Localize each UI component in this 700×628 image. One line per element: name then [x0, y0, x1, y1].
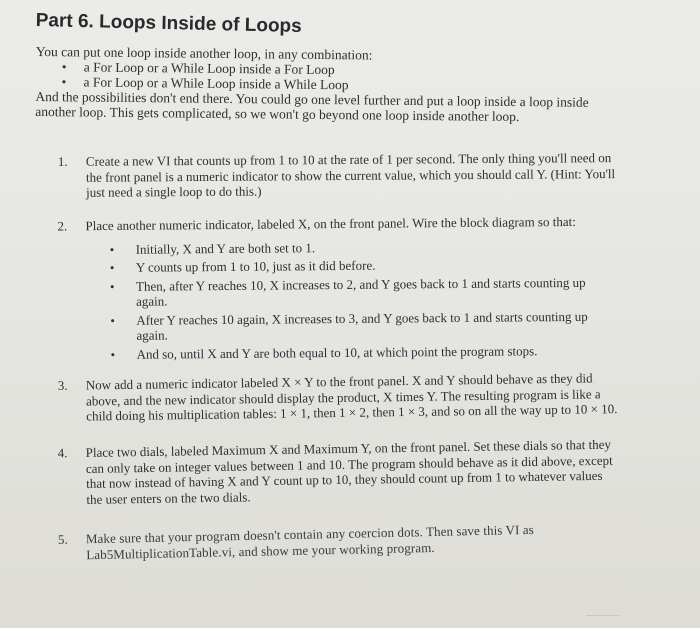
pencil-mark — [586, 615, 620, 616]
task-number: 5. — [57, 531, 69, 547]
task-text: Create a new VI that counts up from 1 to 10 at the rate of 1 per second. The only thing you'll need on the front panel is a numeric indicator to show the current value, which you should call Y. (Hint: You'll just need a single loop to do this.) — [85, 150, 616, 200]
task-item — [57, 213, 618, 362]
sub-item: • Initially, X and Y are both set to 1. — [110, 237, 618, 257]
task-text: Make sure that your program doesn't contain any coercion dots. Then save this VI as Lab5MultiplicationTable.vi, and show me your working program. — [85, 521, 535, 562]
task-item — [58, 150, 618, 200]
task-item — [58, 370, 619, 424]
task-text: Now add a numeric indicator labeled X × Y to the front panel. X and Y should behave as they did above, and the new indicator should display the product, X times Y. The resulting program is like a child doing his multiplication tables: 1 × 1, then 1 × 2, then 1 × 3, and so on all the way up to 10 × 10. — [85, 369, 618, 424]
task-text: Place another numeric indicator, labeled X, on the front panel. Wire the block diagram so that: — [85, 213, 576, 233]
task-text: Place two dials, labeled Maximum X and Maximum Y, on the front panel. Set these dials so that they can only take on integer values between 1 and 10. The program should behave as it did above, except that now instead of having X and Y count up to 10, they should count up from 1 to whatever values the user enters on the two dials. — [85, 436, 613, 507]
task-number: 2. — [57, 217, 68, 233]
task-number: 3. — [57, 377, 68, 393]
sub-item: • After Y reaches 10 again, X increases to 3, and Y goes back to 1 and starts counting up again. — [110, 308, 618, 343]
task-number: 4. — [57, 445, 68, 461]
intro-section — [35, 44, 626, 125]
sub-item: • And so, until X and Y are both equal to 10, at which point the program stops. — [111, 342, 619, 362]
section-title: Part 6. Loops Inside of Loops — [35, 10, 302, 38]
intro-line: You can put one loop inside another loop, in any combination: — [35, 44, 373, 63]
task-item — [58, 437, 619, 508]
task-item — [58, 520, 619, 563]
sub-item: • Y counts up from 1 to 10, just as it did before. — [110, 255, 618, 275]
task-sub-list — [86, 237, 619, 362]
intro-bullet: • a For Loop or a While Loop inside a For Loop — [84, 60, 626, 81]
intro-paragraph: And the possibilities don't end there. You could go one level further and put a loop inside a loop inside another loop. This gets complicated, so we won't go beyond one loop inside another loop. — [35, 88, 589, 125]
intro-bullet-list — [36, 59, 626, 95]
sub-item: • Then, after Y reaches 10, X increases to 2, and Y goes back to 1 and starts counting up again. — [110, 274, 618, 309]
task-list — [57, 150, 618, 562]
task-number: 1. — [57, 153, 68, 169]
intro-bullet: • a For Loop or a While Loop inside a While Loop — [84, 75, 626, 96]
